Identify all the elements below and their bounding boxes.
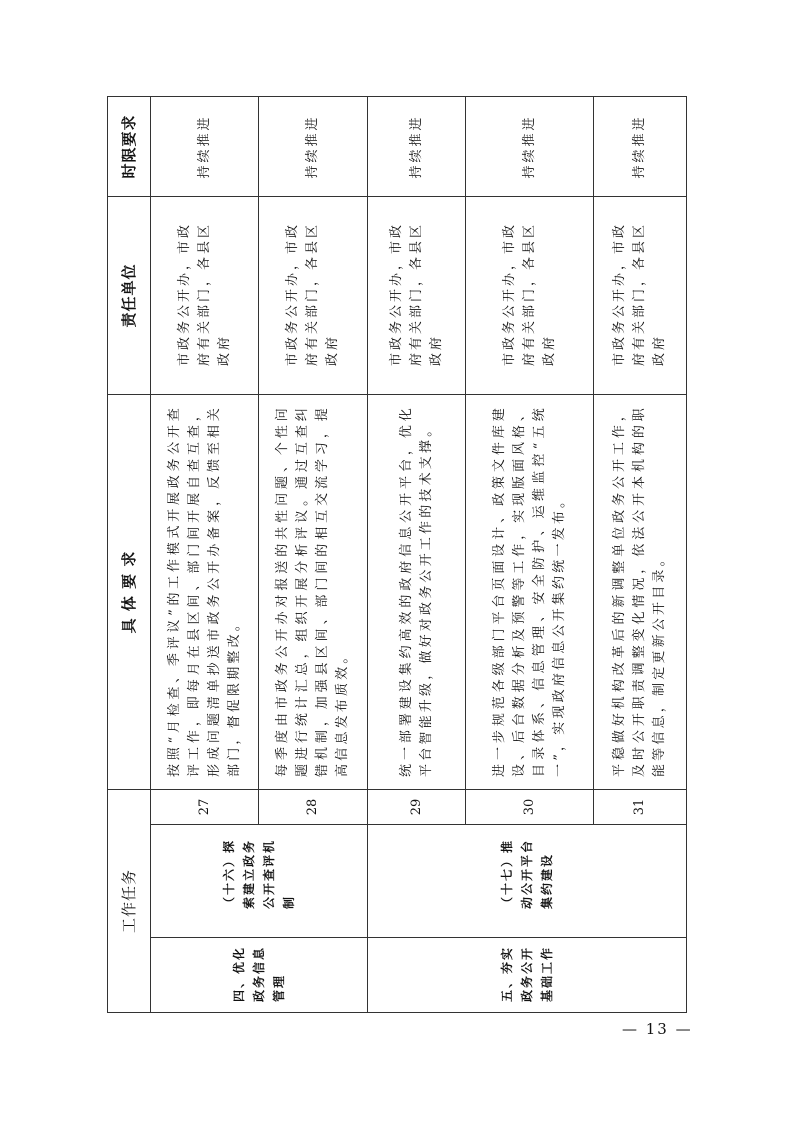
- subtask-cell: （十六）探索建立政务公开查评机制: [151, 825, 368, 938]
- page-number: — 13 —: [622, 1020, 693, 1038]
- responsible-cell: 市政务公开办，市政府有关部门，各县区政府: [594, 197, 687, 395]
- requirement-cell: 按照“月检查、季评议”的工作模式开展政务公开查评工作，即每月在县区间、部门间开展自查互查，形成问题清单抄送市政务公开办备案，反馈至相关部门，督促限期整改。: [151, 395, 259, 790]
- responsible-cell: 市政务公开办，市政府有关部门，各县区政府: [466, 197, 594, 395]
- task-table: [107, 96, 687, 1013]
- header-deadline: 时限要求: [108, 97, 151, 197]
- deadline-cell: 持续推进: [151, 97, 259, 197]
- category-cell: 四、优化政务信息管理: [151, 938, 368, 1013]
- header-task: 工作任务: [108, 790, 151, 1013]
- deadline-cell: 持续推进: [594, 97, 687, 197]
- row-number: 30: [466, 790, 594, 825]
- deadline-cell: 持续推进: [368, 97, 466, 197]
- deadline-cell: 持续推进: [466, 97, 594, 197]
- header-responsible: 责任单位: [108, 197, 151, 395]
- subtask-cell: （十七）推动公开平台集约建设: [368, 825, 687, 938]
- table-header-row: [108, 97, 151, 1013]
- responsible-cell: 市政务公开办，市政府有关部门，各县区政府: [259, 197, 368, 395]
- requirement-cell: 每季度由市政务公开办对报送的共性问题、个性问题进行统计汇总，组织开展分析评议。通过互查纠错机制，加强县区间、部门间的相互交流学习，提高信息发布质效。: [259, 395, 368, 790]
- table-row: [151, 97, 259, 1013]
- responsible-cell: 市政务公开办，市政府有关部门，各县区政府: [368, 197, 466, 395]
- table-row: [368, 97, 466, 1013]
- responsible-cell: 市政务公开办，市政府有关部门，各县区政府: [151, 197, 259, 395]
- deadline-cell: 持续推进: [259, 97, 368, 197]
- row-number: 28: [259, 790, 368, 825]
- row-number: 27: [151, 790, 259, 825]
- row-number: 29: [368, 790, 466, 825]
- requirement-cell: 平稳做好机构改革后的新调整单位政务公开工作，及时公开职责调整变化情况，依法公开本机构的职能等信息，制定更新公开目录。: [594, 395, 687, 790]
- row-number: 31: [594, 790, 687, 825]
- header-requirements: 具 体 要 求: [108, 395, 151, 790]
- category-cell: 五、夯实政务公开基础工作: [368, 938, 687, 1013]
- requirement-cell: 统一部署建设集约高效的政府信息公开平台，优化平台智能升级，做好对政务公开工作的技术支撑。: [368, 395, 466, 790]
- requirement-cell: 进一步规范各级部门平台页面设计、政策文件库建设、后台数据分析及预警等工作，实现版面风格、目录体系、信息管理、安全防护、运维监控“五统一”，实现政府信息公开集约统一发布。: [466, 395, 594, 790]
